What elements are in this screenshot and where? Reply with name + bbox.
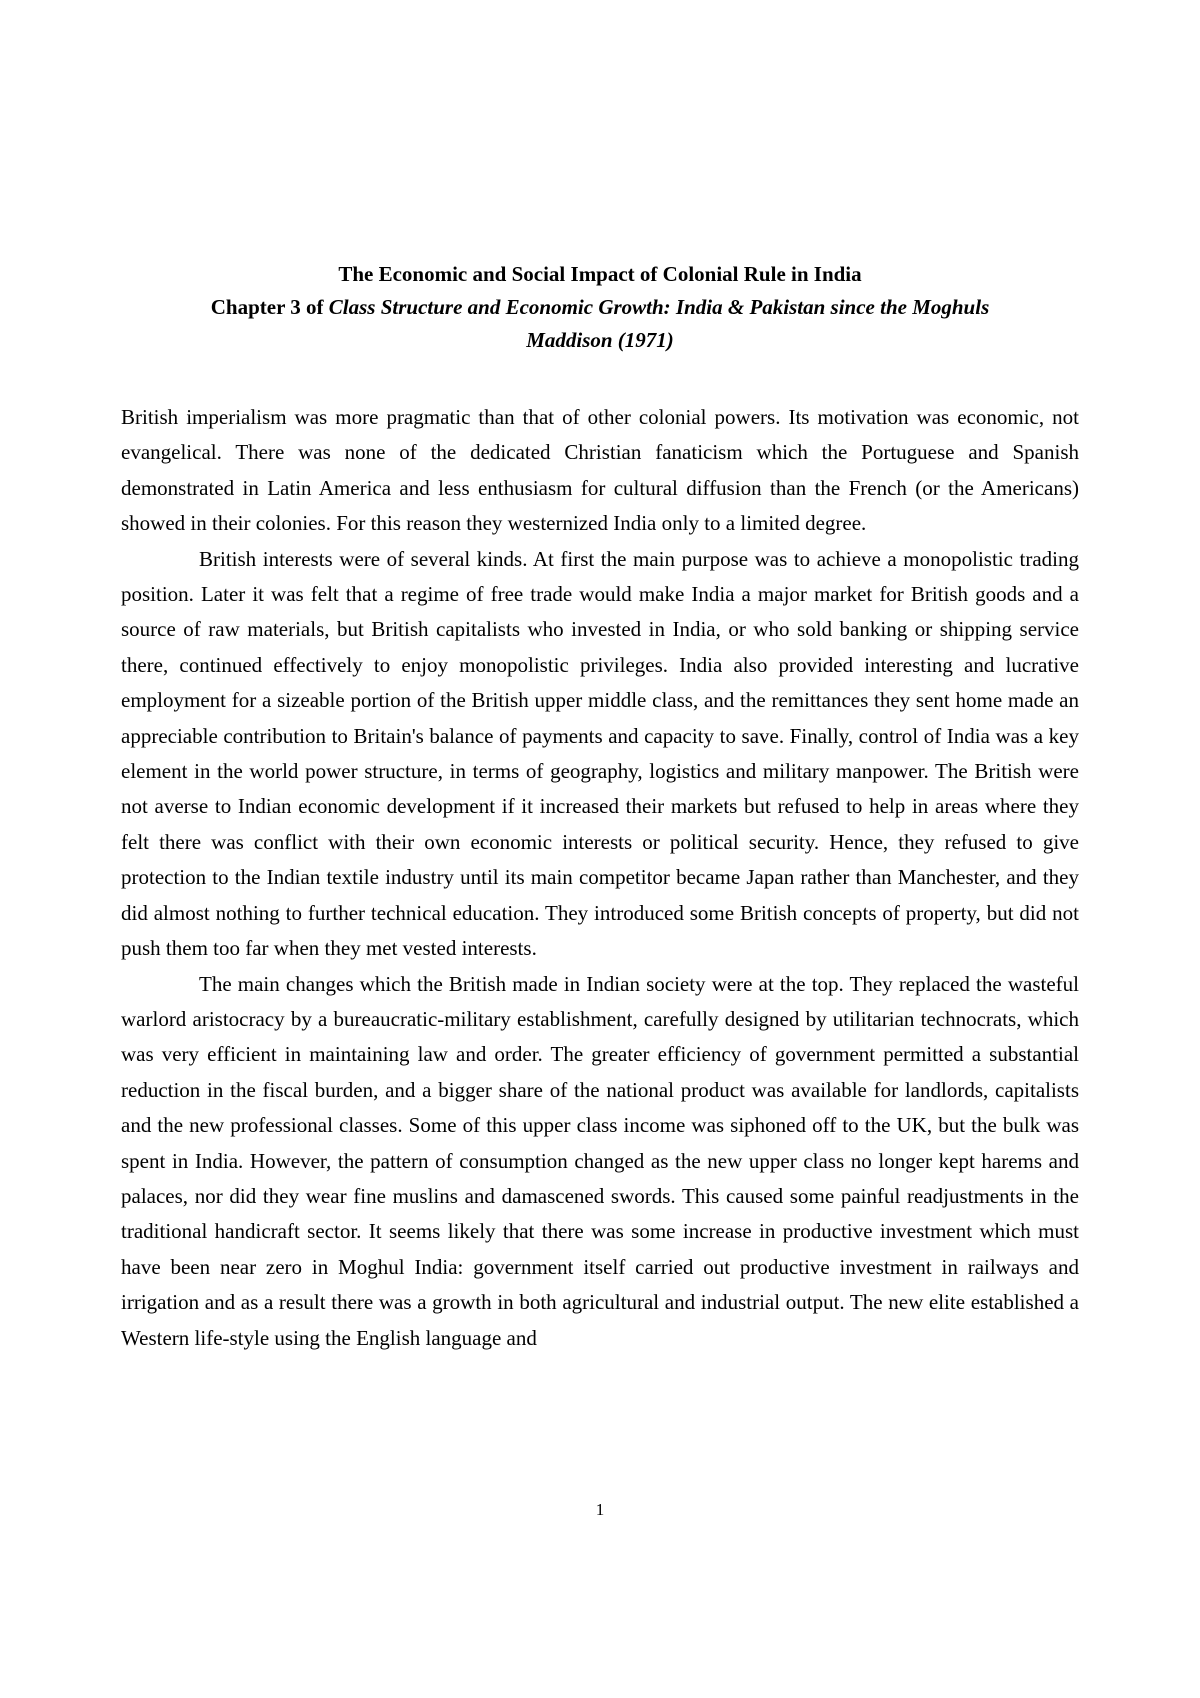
paragraph-3: The main changes which the British made in Indian society were at the top. They replaced the wasteful warlord aristocracy by a bureaucratic-military establishment, carefully designed by utilitarian technocrats, which was very efficient in maintaining law and order. The greater efficiency of government permitted a substantial reduction in the fiscal burden, and a bigger share of the national product was available for landlords, capitalists and the new professional classes. Some of this upper class income was siphoned off to the UK, but the bulk was spent in India. However, the pattern of consumption changed as the new upper class no longer kept harems and palaces, nor did they wear fine muslins and damascened swords. This caused some painful readjustments in the traditional handicraft sector. It seems likely that there was some increase in productive investment which must have been near zero in Moghul India: government itself carried out productive investment in railways and irrigation and as a result there was a growth in both agricultural and industrial output. The new elite established a Western life-style using the English language and [121,971,1079,1350]
book-title: Class Structure and Economic Growth: India & Pakistan since the Moghuls [328,295,990,319]
author-line [120,324,1080,357]
page-number: 1 [595,1500,605,1519]
document-title: The Economic and Social Impact of Colonial Rule in India [338,262,862,286]
author-year: Maddison (1971) [526,328,674,352]
paragraph-1: British imperialism was more pragmatic than that of other colonial powers. Its motivation was economic, not evangelical. There was none of the dedicated Christian fanaticism which the Portuguese and Spanish demonstrated in Latin America and less enthusiasm for cultural diffusion than the French (or the Americans) showed in their colonies. For this reason they westernized India only to a limited degree. [121,405,1079,536]
subtitle-prefix: Chapter 3 of [210,295,329,319]
paragraph-2: British interests were of several kinds. At first the main purpose was to achieve a monopolistic trading position. Later it was felt that a regime of free trade would make India a major market for British goods and a source of raw materials, but British capitalists who invested in India, or who sold banking or shipping service there, continued effectively to enjoy monopolistic privileges. India also provided interesting and lucrative employment for a sizeable portion of the British upper middle class, and the remittances they sent home made an appreciable contribution to Britain's balance of payments and capacity to save. Finally, control of India was a key element in the world power structure, in terms of geography, logistics and military manpower. The British were not averse to Indian economic development if it increased their markets but refused to help in areas where they felt there was conflict with their own economic interests or political security. Hence, they refused to give protection to the Indian textile industry until its main competitor became Japan rather than Manchester, and they did almost nothing to further technical education. They introduced some British concepts of property, but did not push them too far when they met vested interests. [121,546,1079,961]
document-subtitle [120,291,1080,324]
body-text [121,400,1079,1356]
title-block [120,258,1080,357]
